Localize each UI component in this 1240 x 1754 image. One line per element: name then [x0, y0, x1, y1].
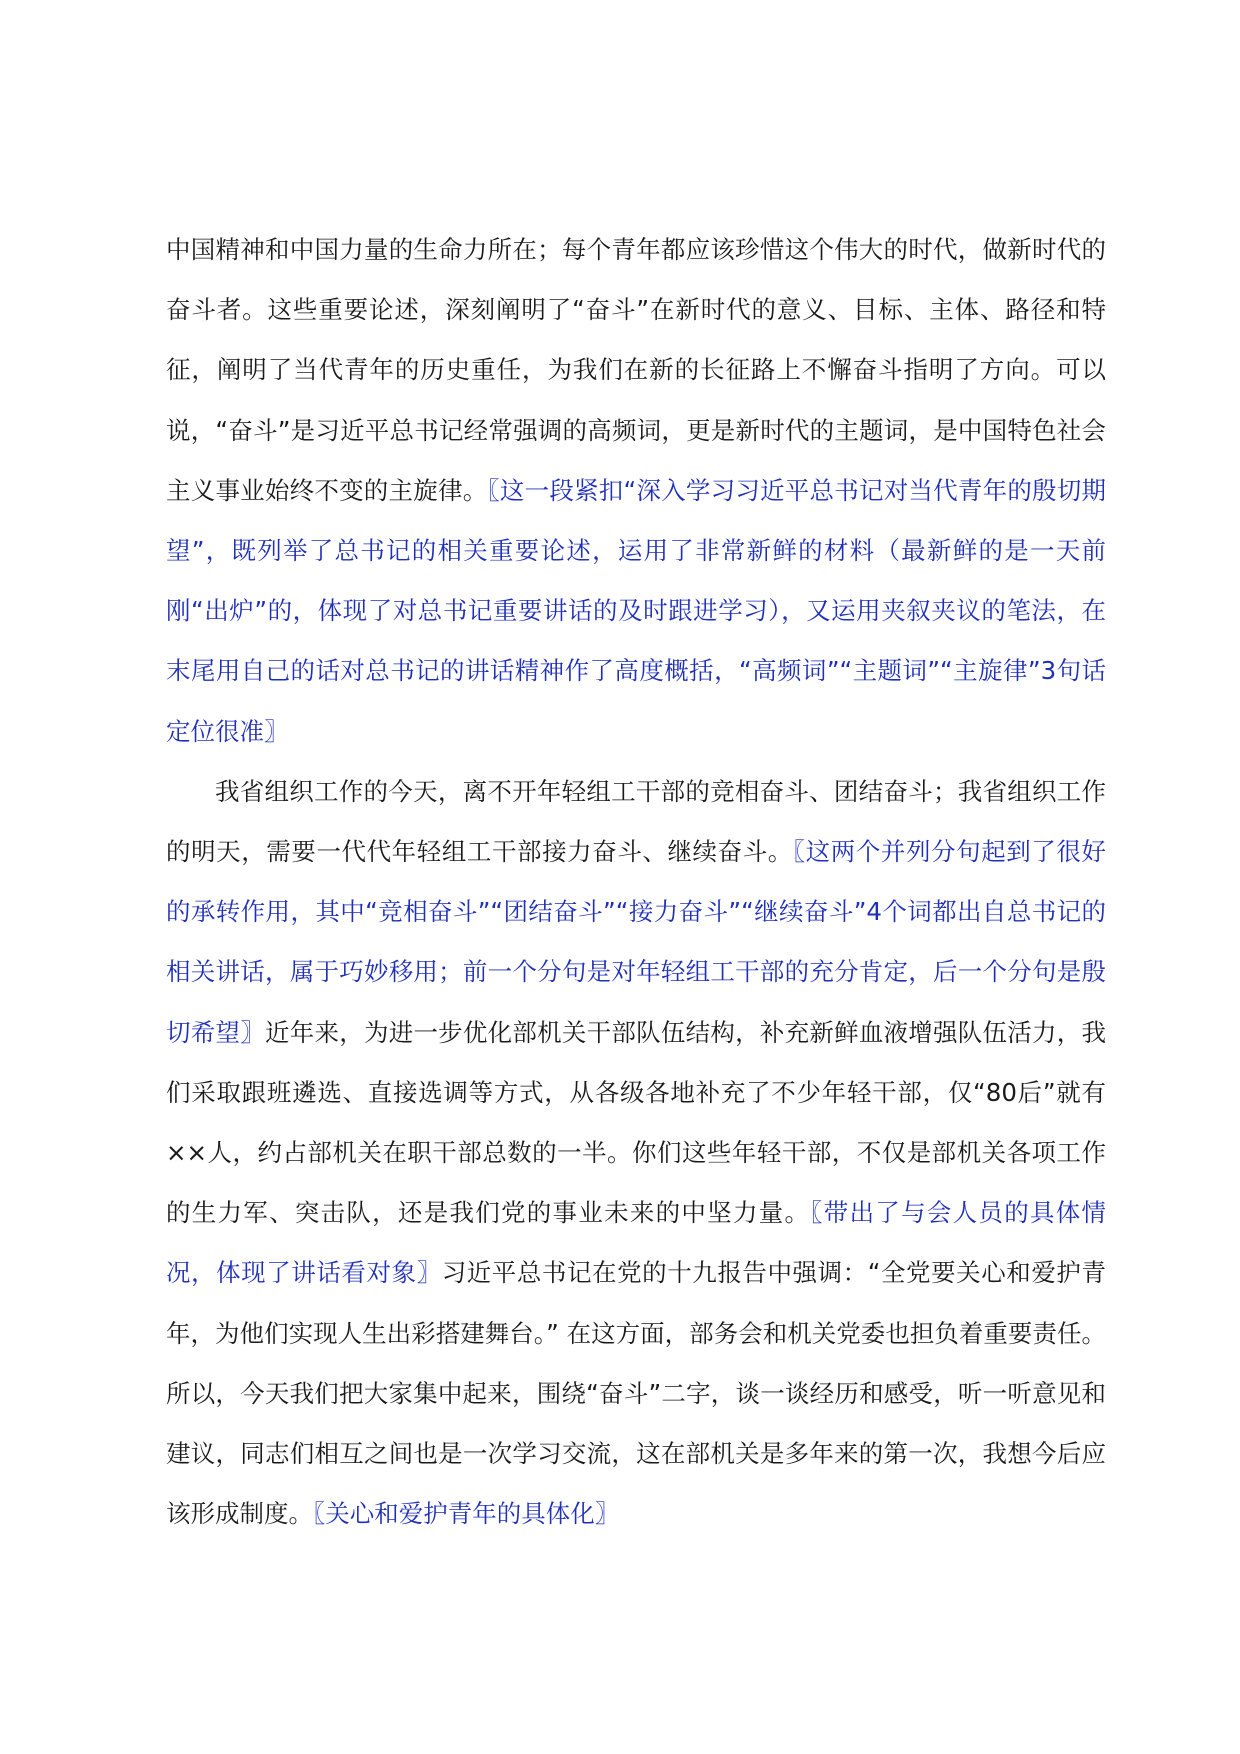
- annotation-note: 〖关心和爱护青年的具体化〗: [313, 1499, 620, 1529]
- body-text: 习近平总书记在党的十九报告中强调：“全党要关心和爱护青年，为他们实现人生出彩搭建舞台。” 在这方面，部务会和机关党委也担负着重要责任。所以，今天我们把大家集中起来，围绕“奋斗”二字，谈一谈经历和感受，听一听意见和建议，同志们相互之间也是一次学习交流，这在部机关是多年来的第一次，我想今后应该形成制度。: [166, 1258, 1106, 1529]
- paragraph: [166, 220, 1106, 762]
- annotation-note: 〖这一段紧扣“深入学习习近平总书记对当代青年的殷切期望”，既列举了总书记的相关重要论述，运用了非常新鲜的材料（最新鲜的是一天前刚“出炉”的，体现了对总书记重要讲话的及时跟进学习），又运用夹叙夹议的笔法，在末尾用自己的话对总书记的讲话精神作了高度概括，“高频词”“主题词”“主旋律”3句话定位很准〗: [166, 475, 1107, 746]
- document-body: [166, 220, 1106, 1544]
- body-text: 我省组织工作的今天，离不开年轻组工干部的竞相奋斗、团结奋斗；我省组织工作的明天，需要一代代年轻组工干部接力奋斗、继续奋斗。: [166, 776, 1106, 867]
- body-text: 中国精神和中国力量的生命力所在；每个青年都应该珍惜这个伟大的时代，做新时代的奋斗者。这些重要论述，深刻阐明了“奋斗”在新时代的意义、目标、主体、路径和特征，阐明了当代青年的历史重任，为我们在新的长征路上不懈奋斗指明了方向。可以说，“奋斗”是习近平总书记经常强调的高频词，更是新时代的主题词，是中国特色社会主义事业始终不变的主旋律。: [166, 235, 1106, 505]
- body-text: 近年来，为进一步优化部机关干部队伍结构，补充新鲜血液增强队伍活力，我们采取跟班遴选、直接选调等方式，从各级各地补充了不少年轻干部，仅“80后”就有××人，约占部机关在职干部总数的一半。你们这些年轻干部，不仅是部机关各项工作的生力军、突击队，还是我们党的事业未来的中坚力量。: [166, 1017, 1107, 1228]
- paragraph: [166, 762, 1106, 1545]
- annotation-note: 〖这两个并列分句起到了很好的承转作用，其中“竞相奋斗”“团结奋斗”“接力奋斗”“继续奋斗”4个词都出自总书记的相关讲话，属于巧妙移用；前一个分句是对年轻组工干部的充分肯定，后一个分句是殷切希望〗: [166, 837, 1107, 1047]
- annotation-note: 〖带出了与会人员的具体情况，体现了讲话看对象〗: [166, 1198, 1107, 1288]
